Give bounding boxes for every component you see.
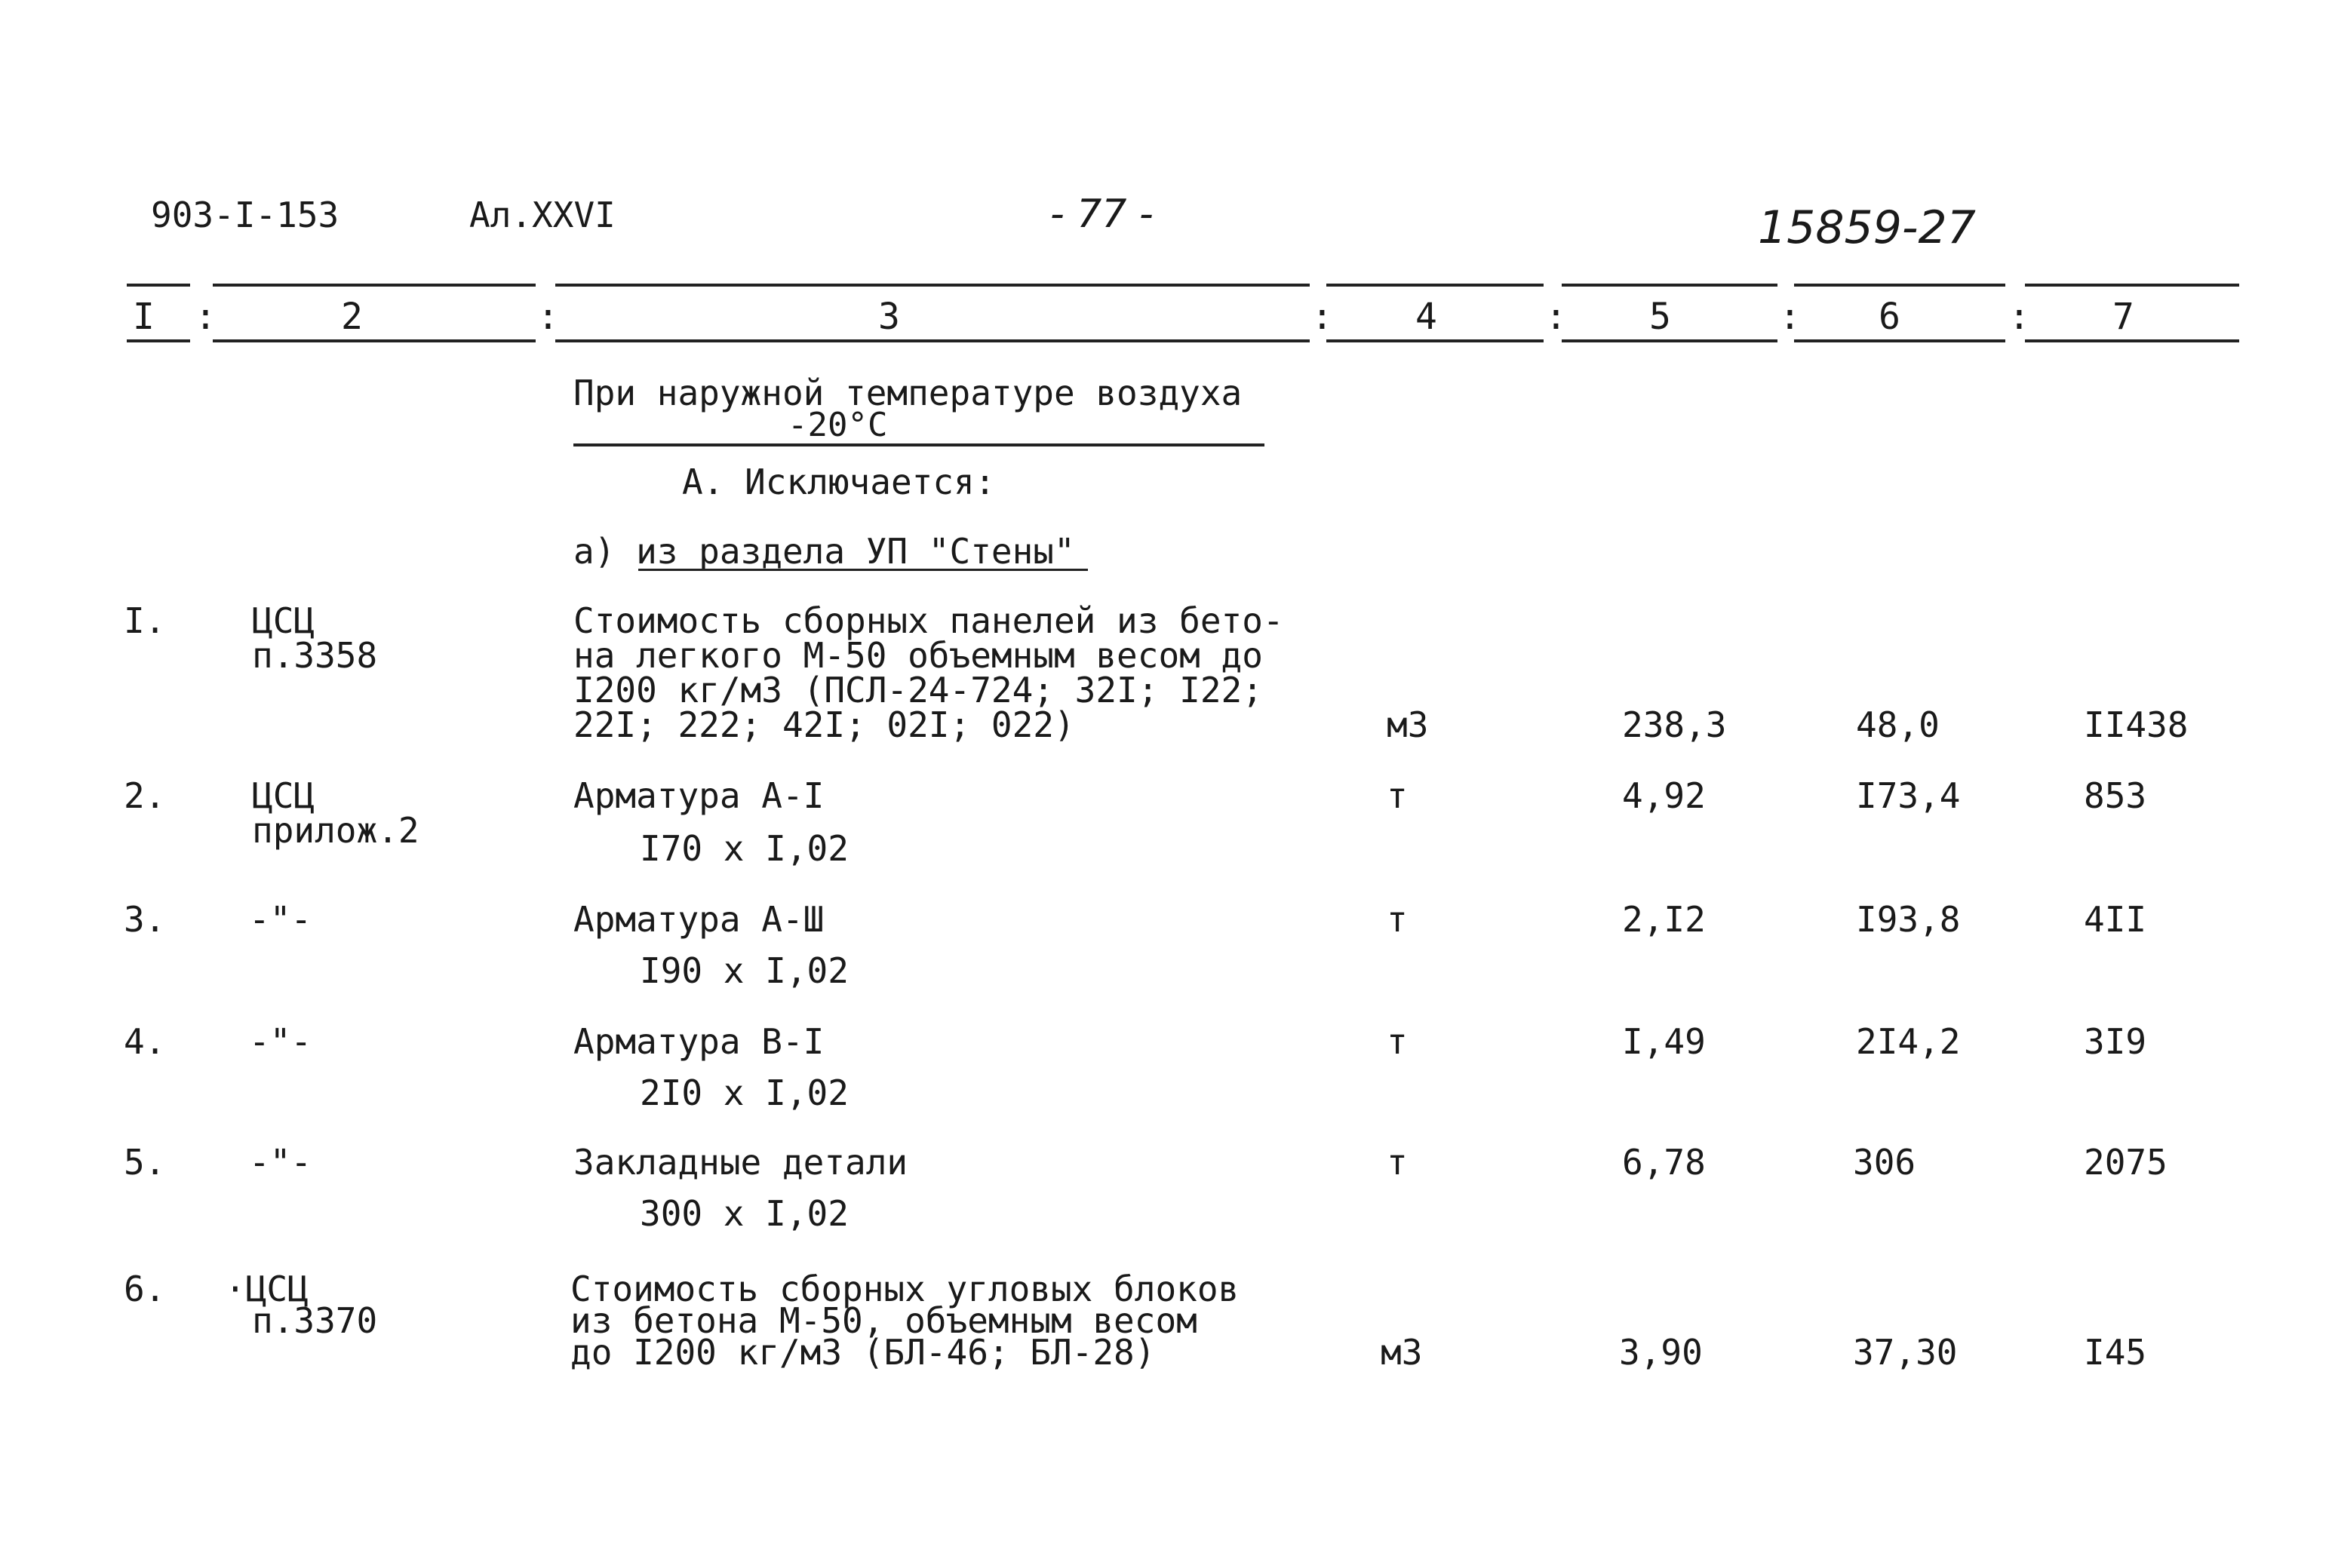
row-reference: п.3370 bbox=[252, 1300, 378, 1341]
row-quantity: 6,78 bbox=[1622, 1142, 1706, 1183]
album-label: Ал.XXVI bbox=[469, 195, 616, 235]
row-quantity: 2,I2 bbox=[1622, 899, 1706, 940]
column-separator: : bbox=[1545, 296, 1567, 338]
row-number: 3. bbox=[124, 899, 166, 940]
row-number: 6. bbox=[124, 1269, 166, 1309]
column-separator: : bbox=[1779, 296, 1801, 338]
row-price: I73,4 bbox=[1856, 775, 1961, 816]
row-reference: -"- bbox=[249, 899, 312, 940]
row-total: 853 bbox=[2084, 775, 2147, 816]
row-reference: -"- bbox=[249, 1142, 312, 1183]
row-quantity: I,49 bbox=[1622, 1021, 1706, 1062]
row-unit: м3 bbox=[1387, 704, 1429, 745]
page-number: - 77 - bbox=[1050, 192, 1154, 237]
row-total: II438 bbox=[2084, 704, 2189, 745]
column-header-7: 7 bbox=[2112, 296, 2134, 338]
row-number: 2. bbox=[124, 775, 166, 816]
row-price: 2I4,2 bbox=[1856, 1021, 1961, 1062]
row-number: 4. bbox=[124, 1021, 166, 1062]
row-unit: м3 bbox=[1381, 1332, 1423, 1373]
row-price: 48,0 bbox=[1856, 704, 1940, 745]
row-description: Арматура А-I bbox=[573, 775, 825, 816]
ref-number: 15859-27 bbox=[1758, 201, 1976, 254]
row-quantity: 238,3 bbox=[1622, 704, 1727, 745]
row-price: 37,30 bbox=[1853, 1332, 1958, 1373]
row-reference: ·ЦСЦ bbox=[225, 1269, 309, 1309]
row-description: Закладные детали bbox=[573, 1142, 908, 1183]
row-description: Стоимость сборных угловых блоков bbox=[570, 1269, 1240, 1309]
section-heading-temperature: -20°С bbox=[788, 406, 888, 444]
row-description: 300 х I,02 bbox=[640, 1193, 849, 1234]
row-description: на легкого М-50 объемным весом до bbox=[573, 635, 1263, 676]
subsection-title bbox=[573, 531, 1075, 572]
row-reference: прилож.2 bbox=[252, 810, 419, 851]
row-total: I45 bbox=[2084, 1332, 2147, 1373]
row-description: Арматура А-Ш bbox=[573, 899, 825, 940]
column-separator: : bbox=[1311, 296, 1333, 338]
row-reference: ЦСЦ bbox=[252, 775, 315, 816]
row-price: I93,8 bbox=[1856, 899, 1961, 940]
row-number: 5. bbox=[124, 1142, 166, 1183]
row-number: I. bbox=[124, 600, 166, 641]
column-separator: : bbox=[537, 296, 559, 338]
column-header-2: 2 bbox=[341, 296, 363, 338]
row-unit: т bbox=[1387, 1142, 1408, 1183]
row-price: 306 bbox=[1853, 1142, 1916, 1183]
row-reference: ЦСЦ bbox=[252, 600, 315, 641]
row-description: I200 кг/м3 (ПСЛ-24-724; 32I; I22; bbox=[573, 670, 1263, 710]
row-description: Арматура В-I bbox=[573, 1021, 825, 1062]
row-unit: т bbox=[1387, 775, 1408, 816]
subsection-underline bbox=[638, 569, 1088, 571]
row-quantity: 4,92 bbox=[1622, 775, 1706, 816]
row-description: 22I; 222; 42I; 02I; 022) bbox=[573, 704, 1075, 745]
row-quantity: 3,90 bbox=[1619, 1332, 1703, 1373]
row-description: до I200 кг/м3 (БЛ-46; БЛ-28) bbox=[570, 1332, 1156, 1373]
section-heading: При наружной температуре воздуха bbox=[573, 373, 1243, 413]
column-header-1: I bbox=[133, 296, 155, 338]
column-header-3: 3 bbox=[878, 296, 900, 338]
subsection-title-text: а) из раздела УП "Стены" bbox=[573, 531, 1075, 572]
doc-code: 903-I-153 bbox=[151, 195, 339, 235]
row-reference: п.3358 bbox=[252, 635, 378, 676]
section-heading-underline bbox=[573, 443, 1264, 446]
section-subheading: А. Исключается: bbox=[682, 462, 996, 502]
row-description: Стоимость сборных панелей из бето- bbox=[573, 600, 1284, 641]
row-total: 2075 bbox=[2084, 1142, 2168, 1183]
row-description: из бетона М-50, объемным весом bbox=[570, 1300, 1197, 1341]
column-header-4: 4 bbox=[1415, 296, 1437, 338]
row-total: 4II bbox=[2084, 899, 2147, 940]
column-header-5: 5 bbox=[1649, 296, 1671, 338]
row-total: 3I9 bbox=[2084, 1021, 2147, 1062]
row-description: I90 х I,02 bbox=[640, 950, 849, 991]
row-description: 2I0 х I,02 bbox=[640, 1072, 849, 1113]
column-header-6: 6 bbox=[1879, 296, 1900, 338]
column-separator: : bbox=[195, 296, 217, 338]
column-separator: : bbox=[2008, 296, 2030, 338]
row-description: I70 х I,02 bbox=[640, 828, 849, 869]
row-unit: т bbox=[1387, 1021, 1408, 1062]
row-reference: -"- bbox=[249, 1021, 312, 1062]
row-unit: т bbox=[1387, 899, 1408, 940]
